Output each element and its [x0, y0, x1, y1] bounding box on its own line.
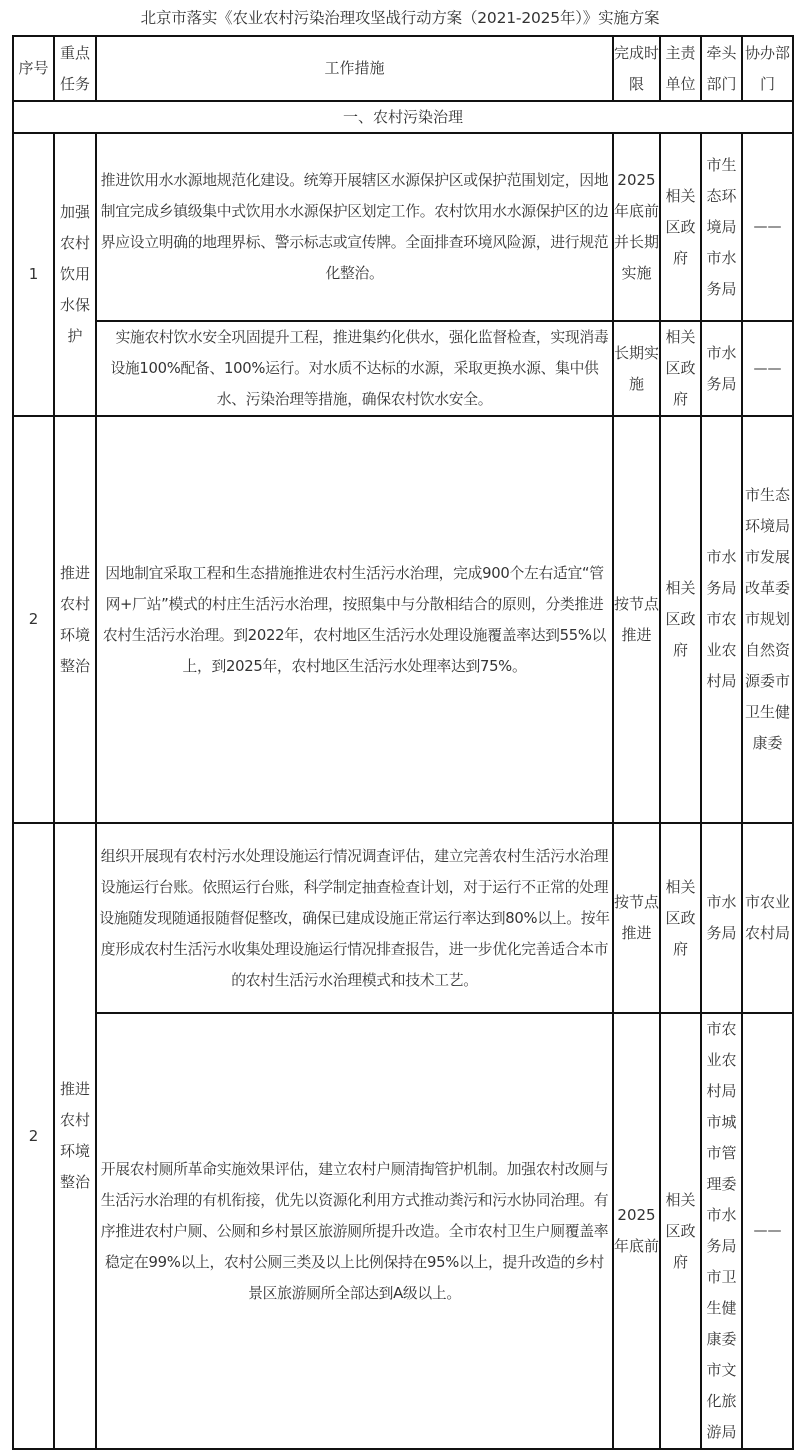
header-measures: 工作措施: [96, 36, 613, 101]
row-deadline: 按节点推进: [613, 416, 660, 823]
table-row: [13, 416, 793, 823]
row-lead-department: 市农业农村局市城市管理委市水务局市卫生健康委市文化旅游局: [701, 1013, 742, 1449]
row-lead-department: 市水务局市农业农村局: [701, 416, 742, 823]
row-deadline: 长期实施: [613, 321, 660, 416]
row-deadline: 2025年底前: [613, 1013, 660, 1449]
row-index: 2: [13, 823, 54, 1449]
header-task: 重点任务: [54, 36, 96, 101]
row-lead-department: 市水务局: [701, 823, 742, 1013]
header-responsible-unit: 主责单位: [660, 36, 701, 101]
row-responsible-unit: 相关区政府: [660, 416, 701, 823]
row-assisting-department: ——: [742, 133, 793, 321]
implementation-plan-table: [12, 35, 794, 1450]
row-task: 加强农村饮用水保护: [54, 133, 96, 416]
row-task: 推进农村环境整治: [54, 416, 96, 823]
row-lead-department: 市生态环境局市水务局: [701, 133, 742, 321]
table-row: [13, 133, 793, 321]
row-measures: 开展农村厕所革命实施效果评估，建立农村户厕清掏管护机制。加强农村改厕与生活污水治理的有机衔接，优先以资源化利用方式推动粪污和污水协同治理。有序推进农村户厕、公厕和乡村景区旅游厕所提升改造。全市农村卫生户厕覆盖率稳定在99%以上，农村公厕三类及以上比例保持在95%以上，提升改造的乡村景区旅游厕所全部达到A级以上。: [96, 1013, 613, 1449]
section-row: [13, 101, 793, 133]
row-responsible-unit: 相关区政府: [660, 321, 701, 416]
row-deadline: 2025年底前并长期实施: [613, 133, 660, 321]
row-measures: 推进饮用水水源地规范化建设。统筹开展辖区水源保护区或保护范围划定，因地制宜完成乡镇级集中式饮用水水源保护区划定工作。农村饮用水水源保护区的边界应设立明确的地理界标、警示标志或宣传牌。全面排查环境风险源，进行规范化整治。: [96, 133, 613, 321]
row-responsible-unit: 相关区政府: [660, 823, 701, 1013]
row-index: 2: [13, 416, 54, 823]
table-row: [13, 1013, 793, 1449]
row-measures: 因地制宜采取工程和生态措施推进农村生活污水治理，完成900个左右适宜“管网+厂站”模式的村庄生活污水治理，按照集中与分散相结合的原则，分类推进农村生活污水治理。到2022年，农村地区生活污水处理设施覆盖率达到55%以上，到2025年，农村地区生活污水处理率达到75%。: [96, 416, 613, 823]
header-row: [13, 36, 793, 101]
row-measures: 实施农村饮水安全巩固提升工程，推进集约化供水，强化监督检查，实现消毒设施100%配备、100%运行。对水质不达标的水源，采取更换水源、集中供水、污染治理等措施，确保农村饮水安全。: [96, 321, 613, 416]
row-responsible-unit: 相关区政府: [660, 1013, 701, 1449]
row-index: 1: [13, 133, 54, 416]
table-row: [13, 823, 793, 1013]
header-index: 序号: [13, 36, 54, 101]
row-assisting-department: ——: [742, 321, 793, 416]
header-assisting-department: 协办部门: [742, 36, 793, 101]
section-title: 一、农村污染治理: [13, 101, 793, 133]
header-deadline: 完成时限: [613, 36, 660, 101]
row-task: 推进农村环境整治: [54, 823, 96, 1449]
row-measures: 组织开展现有农村污水处理设施运行情况调查评估，建立完善农村生活污水治理设施运行台账。依照运行台账，科学制定抽查检查计划，对于运行不正常的处理设施随发现随通报随督促整改，确保已建成设施正常运行率达到80%以上。按年度形成农村生活污水收集处理设施运行情况排查报告，进一步优化完善适合本市的农村生活污水治理模式和技术工艺。: [96, 823, 613, 1013]
row-deadline: 按节点推进: [613, 823, 660, 1013]
document-title: 北京市落实《农业农村污染治理攻坚战行动方案（2021-2025年）》实施方案: [140, 9, 660, 27]
row-assisting-department: 市农业农村局: [742, 823, 793, 1013]
header-lead-department: 牵头部门: [701, 36, 742, 101]
table-row: [13, 321, 793, 416]
row-responsible-unit: 相关区政府: [660, 133, 701, 321]
row-lead-department: 市水务局: [701, 321, 742, 416]
row-assisting-department: 市生态环境局市发展改革委市规划自然资源委市卫生健康委: [742, 416, 793, 823]
row-assisting-department: ——: [742, 1013, 793, 1449]
